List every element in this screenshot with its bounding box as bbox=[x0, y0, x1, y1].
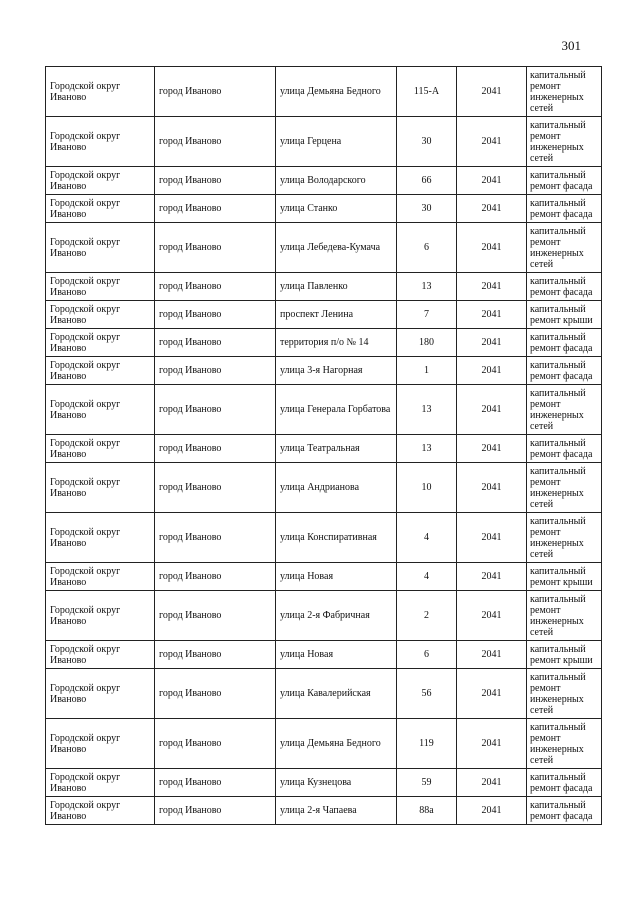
work-type-cell: капитальный ремонт фасада bbox=[527, 195, 602, 223]
work-type-cell: капитальный ремонт фасада bbox=[527, 273, 602, 301]
street-cell: улица Генерала Горбатова bbox=[276, 385, 397, 435]
city-cell: город Иваново bbox=[155, 669, 276, 719]
city-cell: город Иваново bbox=[155, 329, 276, 357]
house-number-cell: 59 bbox=[397, 769, 457, 797]
work-type-cell: капитальный ремонт крыши bbox=[527, 301, 602, 329]
street-cell: улица Павленко bbox=[276, 273, 397, 301]
city-cell: город Иваново bbox=[155, 591, 276, 641]
city-cell: город Иваново bbox=[155, 273, 276, 301]
street-cell: улица 3-я Нагорная bbox=[276, 357, 397, 385]
work-type-cell: капитальный ремонт инженерных сетей bbox=[527, 719, 602, 769]
work-type-cell: капитальный ремонт фасада bbox=[527, 167, 602, 195]
year-cell: 2041 bbox=[457, 669, 527, 719]
street-cell: улица Герцена bbox=[276, 117, 397, 167]
year-cell: 2041 bbox=[457, 435, 527, 463]
year-cell: 2041 bbox=[457, 117, 527, 167]
year-cell: 2041 bbox=[457, 167, 527, 195]
house-number-cell: 2 bbox=[397, 591, 457, 641]
year-cell: 2041 bbox=[457, 67, 527, 117]
district-cell: Городской округ Иваново bbox=[46, 719, 155, 769]
district-cell: Городской округ Иваново bbox=[46, 385, 155, 435]
city-cell: город Иваново bbox=[155, 641, 276, 669]
work-type-cell: капитальный ремонт инженерных сетей bbox=[527, 385, 602, 435]
table-row bbox=[46, 195, 602, 223]
table-row bbox=[46, 223, 602, 273]
street-cell: улица Володарского bbox=[276, 167, 397, 195]
district-cell: Городской округ Иваново bbox=[46, 641, 155, 669]
street-cell: улица Новая bbox=[276, 563, 397, 591]
house-number-cell: 1 bbox=[397, 357, 457, 385]
street-cell: улица Кавалерийская bbox=[276, 669, 397, 719]
city-cell: город Иваново bbox=[155, 301, 276, 329]
year-cell: 2041 bbox=[457, 463, 527, 513]
house-number-cell: 13 bbox=[397, 273, 457, 301]
work-type-cell: капитальный ремонт инженерных сетей bbox=[527, 223, 602, 273]
page-number: 301 bbox=[561, 38, 581, 53]
house-number-cell: 30 bbox=[397, 117, 457, 167]
year-cell: 2041 bbox=[457, 641, 527, 669]
house-number-cell: 4 bbox=[397, 513, 457, 563]
house-number-cell: 4 bbox=[397, 563, 457, 591]
repair-schedule-table bbox=[45, 66, 602, 825]
house-number-cell: 115-А bbox=[397, 67, 457, 117]
city-cell: город Иваново bbox=[155, 463, 276, 513]
district-cell: Городской округ Иваново bbox=[46, 273, 155, 301]
table-row bbox=[46, 591, 602, 641]
house-number-cell: 6 bbox=[397, 641, 457, 669]
table-row bbox=[46, 67, 602, 117]
table-row bbox=[46, 301, 602, 329]
city-cell: город Иваново bbox=[155, 195, 276, 223]
district-cell: Городской округ Иваново bbox=[46, 117, 155, 167]
work-type-cell: капитальный ремонт инженерных сетей bbox=[527, 117, 602, 167]
city-cell: город Иваново bbox=[155, 513, 276, 563]
house-number-cell: 10 bbox=[397, 463, 457, 513]
street-cell: улица Конспиративная bbox=[276, 513, 397, 563]
year-cell: 2041 bbox=[457, 273, 527, 301]
table-row bbox=[46, 797, 602, 825]
work-type-cell: капитальный ремонт инженерных сетей bbox=[527, 463, 602, 513]
year-cell: 2041 bbox=[457, 513, 527, 563]
district-cell: Городской округ Иваново bbox=[46, 357, 155, 385]
city-cell: город Иваново bbox=[155, 797, 276, 825]
district-cell: Городской округ Иваново bbox=[46, 67, 155, 117]
year-cell: 2041 bbox=[457, 329, 527, 357]
district-cell: Городской округ Иваново bbox=[46, 195, 155, 223]
table-row bbox=[46, 641, 602, 669]
street-cell: улица Демьяна Бедного bbox=[276, 719, 397, 769]
city-cell: город Иваново bbox=[155, 435, 276, 463]
work-type-cell: капитальный ремонт фасада bbox=[527, 357, 602, 385]
work-type-cell: капитальный ремонт инженерных сетей bbox=[527, 513, 602, 563]
house-number-cell: 56 bbox=[397, 669, 457, 719]
district-cell: Городской округ Иваново bbox=[46, 563, 155, 591]
city-cell: город Иваново bbox=[155, 385, 276, 435]
house-number-cell: 13 bbox=[397, 385, 457, 435]
street-cell: улица Демьяна Бедного bbox=[276, 67, 397, 117]
city-cell: город Иваново bbox=[155, 563, 276, 591]
street-cell: улица Андрианова bbox=[276, 463, 397, 513]
district-cell: Городской округ Иваново bbox=[46, 513, 155, 563]
street-cell: улица 2-я Фабричная bbox=[276, 591, 397, 641]
year-cell: 2041 bbox=[457, 195, 527, 223]
street-cell: улица Станко bbox=[276, 195, 397, 223]
district-cell: Городской округ Иваново bbox=[46, 223, 155, 273]
work-type-cell: капитальный ремонт фасада bbox=[527, 435, 602, 463]
table-row bbox=[46, 769, 602, 797]
table-row bbox=[46, 273, 602, 301]
district-cell: Городской округ Иваново bbox=[46, 769, 155, 797]
year-cell: 2041 bbox=[457, 797, 527, 825]
work-type-cell: капитальный ремонт фасада bbox=[527, 769, 602, 797]
street-cell: проспект Ленина bbox=[276, 301, 397, 329]
table-row bbox=[46, 669, 602, 719]
house-number-cell: 180 bbox=[397, 329, 457, 357]
table-row bbox=[46, 719, 602, 769]
table-row bbox=[46, 117, 602, 167]
house-number-cell: 30 bbox=[397, 195, 457, 223]
year-cell: 2041 bbox=[457, 301, 527, 329]
street-cell: улица 2-я Чапаева bbox=[276, 797, 397, 825]
year-cell: 2041 bbox=[457, 385, 527, 435]
year-cell: 2041 bbox=[457, 563, 527, 591]
city-cell: город Иваново bbox=[155, 167, 276, 195]
district-cell: Городской округ Иваново bbox=[46, 591, 155, 641]
table-row bbox=[46, 563, 602, 591]
table-row bbox=[46, 513, 602, 563]
city-cell: город Иваново bbox=[155, 117, 276, 167]
city-cell: город Иваново bbox=[155, 769, 276, 797]
street-cell: улица Новая bbox=[276, 641, 397, 669]
work-type-cell: капитальный ремонт фасада bbox=[527, 797, 602, 825]
work-type-cell: капитальный ремонт крыши bbox=[527, 563, 602, 591]
city-cell: город Иваново bbox=[155, 67, 276, 117]
table-row bbox=[46, 167, 602, 195]
year-cell: 2041 bbox=[457, 591, 527, 641]
house-number-cell: 13 bbox=[397, 435, 457, 463]
work-type-cell: капитальный ремонт инженерных сетей bbox=[527, 67, 602, 117]
house-number-cell: 7 bbox=[397, 301, 457, 329]
work-type-cell: капитальный ремонт инженерных сетей bbox=[527, 669, 602, 719]
table-body bbox=[46, 67, 602, 825]
house-number-cell: 6 bbox=[397, 223, 457, 273]
table-row bbox=[46, 435, 602, 463]
house-number-cell: 66 bbox=[397, 167, 457, 195]
house-number-cell: 88а bbox=[397, 797, 457, 825]
district-cell: Городской округ Иваново bbox=[46, 669, 155, 719]
year-cell: 2041 bbox=[457, 357, 527, 385]
city-cell: город Иваново bbox=[155, 719, 276, 769]
district-cell: Городской округ Иваново bbox=[46, 167, 155, 195]
city-cell: город Иваново bbox=[155, 357, 276, 385]
table-row bbox=[46, 385, 602, 435]
district-cell: Городской округ Иваново bbox=[46, 463, 155, 513]
district-cell: Городской округ Иваново bbox=[46, 435, 155, 463]
work-type-cell: капитальный ремонт крыши bbox=[527, 641, 602, 669]
district-cell: Городской округ Иваново bbox=[46, 797, 155, 825]
year-cell: 2041 bbox=[457, 223, 527, 273]
year-cell: 2041 bbox=[457, 769, 527, 797]
table-row bbox=[46, 329, 602, 357]
district-cell: Городской округ Иваново bbox=[46, 301, 155, 329]
district-cell: Городской округ Иваново bbox=[46, 329, 155, 357]
work-type-cell: капитальный ремонт инженерных сетей bbox=[527, 591, 602, 641]
work-type-cell: капитальный ремонт фасада bbox=[527, 329, 602, 357]
street-cell: улица Театральная bbox=[276, 435, 397, 463]
house-number-cell: 119 bbox=[397, 719, 457, 769]
table-row bbox=[46, 463, 602, 513]
street-cell: территория п/о № 14 bbox=[276, 329, 397, 357]
table-row bbox=[46, 357, 602, 385]
street-cell: улица Лебедева-Кумача bbox=[276, 223, 397, 273]
street-cell: улица Кузнецова bbox=[276, 769, 397, 797]
city-cell: город Иваново bbox=[155, 223, 276, 273]
year-cell: 2041 bbox=[457, 719, 527, 769]
